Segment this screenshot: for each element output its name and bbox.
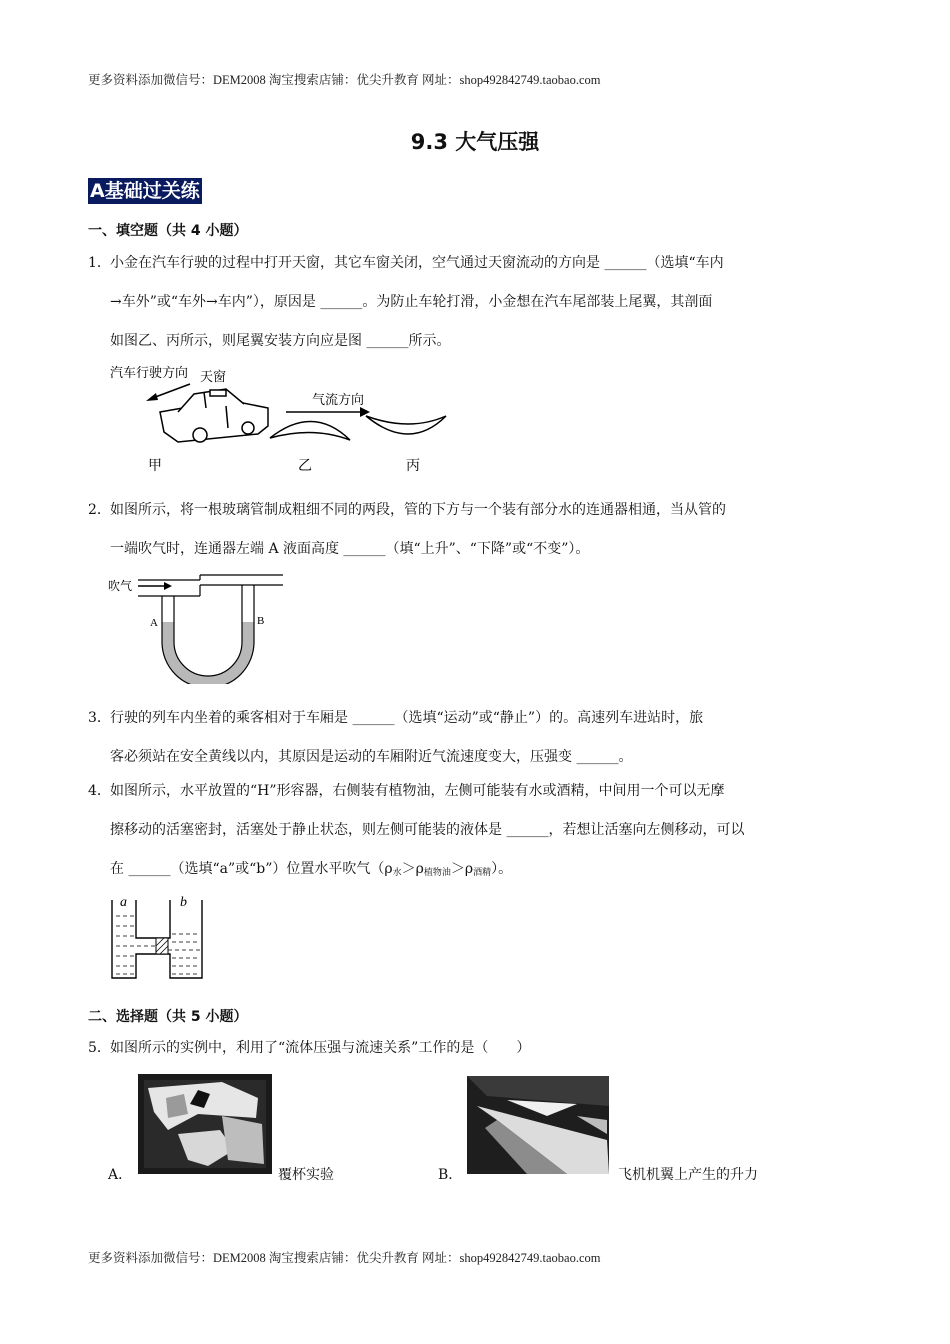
- label-b: b: [180, 895, 187, 910]
- question-number: 2．: [88, 502, 111, 518]
- question-2: [88, 491, 863, 569]
- question-text: 客必须站在安全黄线以内，其原因是运动的车厢附近气流速度变大，压强变 ______。: [110, 749, 633, 765]
- option-b-text: 飞机机翼上产生的升力: [618, 1167, 758, 1183]
- text-fragment: ＞ρ: [450, 861, 474, 877]
- question-number: 3．: [88, 710, 111, 726]
- wing-bing: [366, 416, 446, 434]
- page-header: 更多资料添加微信号：DEM2008 淘宝搜索店铺：优尖升教育 网址：shop492842749.taobao.com: [88, 73, 601, 87]
- question-text: 如图所示，水平放置的“H”形容器，右侧装有植物油，左侧可能装有水或酒精，中间用一个可以无摩: [110, 783, 725, 799]
- question-text: 一端吹气时，连通器左端 A 液面高度 ______（填“上升”、“下降”或“不变”）。: [110, 541, 590, 557]
- section-a-banner: A基础过关练: [90, 180, 200, 202]
- figure-h-container: [108, 890, 208, 982]
- page-footer: 更多资料添加微信号：DEM2008 淘宝搜索店铺：优尖升教育 网址：shop492842749.taobao.com: [88, 1251, 601, 1265]
- question-text: 小金在汽车行驶的过程中打开天窗，其它车窗关闭，空气通过天窗流动的方向是 ______（选填“车内: [110, 255, 724, 271]
- label-b: B: [257, 615, 265, 627]
- photo-cup-experiment: [138, 1074, 272, 1174]
- part1-heading: 一、填空题（共 4 小题）: [88, 223, 248, 239]
- label-blow: 吹气: [108, 579, 133, 593]
- text-fragment: ）。: [491, 861, 513, 877]
- question-text: 如图乙、丙所示，则尾翼安装方向应是图 ______所示。: [110, 333, 451, 349]
- label-a: A: [150, 617, 158, 629]
- question-5: [88, 1029, 863, 1068]
- question-4: [88, 772, 863, 893]
- label-a: a: [120, 895, 127, 910]
- question-1: [88, 244, 863, 361]
- figure-car-wings: [108, 362, 448, 477]
- subscript: 酒精: [473, 868, 492, 878]
- arrow-head-icon: [164, 582, 172, 590]
- label-sunroof: 天窗: [200, 370, 227, 385]
- label-yi: 乙: [298, 458, 312, 474]
- photo-airplane-wing: [467, 1076, 609, 1174]
- option-a-letter: A．: [108, 1167, 133, 1183]
- question-text: →车外”或“车外→车内”），原因是 ______。为防止车轮打滑，小金想在汽车尾部装上尾翼，其剖面: [110, 294, 713, 310]
- question-number: 4．: [88, 783, 111, 799]
- text-fragment: 在 ______（选填“a”或“b”）位置水平吹气（ρ: [110, 861, 393, 877]
- figure-connected-vessel: [108, 572, 298, 684]
- question-text: 如图所示的实例中，利用了“流体压强与流速关系”工作的是（ ）: [110, 1040, 531, 1056]
- subscript: 水: [392, 868, 402, 878]
- label-drive-direction: 汽车行驶方向: [110, 366, 189, 381]
- subscript: 植物油: [423, 868, 451, 878]
- option-b-letter: B．: [438, 1167, 463, 1183]
- question-3: [88, 699, 863, 777]
- text-fragment: ＞ρ: [401, 861, 424, 877]
- page-title: 9.3 大气压强: [410, 130, 540, 154]
- question-text: 如图所示，将一根玻璃管制成粗细不同的两段，管的下方与一个装有部分水的连通器相通，当从管的: [110, 502, 726, 518]
- arrow-head-icon: [360, 407, 370, 417]
- question-text: 行驶的列车内坐着的乘客相对于车厢是 ______（选填“运动”或“静止”）的。高速列车进站时，旅: [110, 710, 704, 726]
- question-text: [88, 850, 863, 893]
- car-icon: [160, 389, 268, 442]
- label-jia: 甲: [148, 458, 162, 474]
- part2-heading: 二、选择题（共 5 小题）: [88, 1009, 248, 1025]
- label-airflow: 气流方向: [312, 393, 365, 408]
- question-text: 擦移动的活塞密封，活塞处于静止状态，则左侧可能装的液体是 ______，若想让活塞向左侧移动，可以: [110, 822, 745, 838]
- question-number: 5．: [88, 1040, 111, 1056]
- label-bing: 丙: [406, 458, 420, 474]
- arrow-head-icon: [146, 393, 158, 401]
- option-a-text: 覆杯实验: [278, 1167, 334, 1183]
- wing-yi: [270, 421, 350, 440]
- question-number: 1．: [88, 255, 111, 271]
